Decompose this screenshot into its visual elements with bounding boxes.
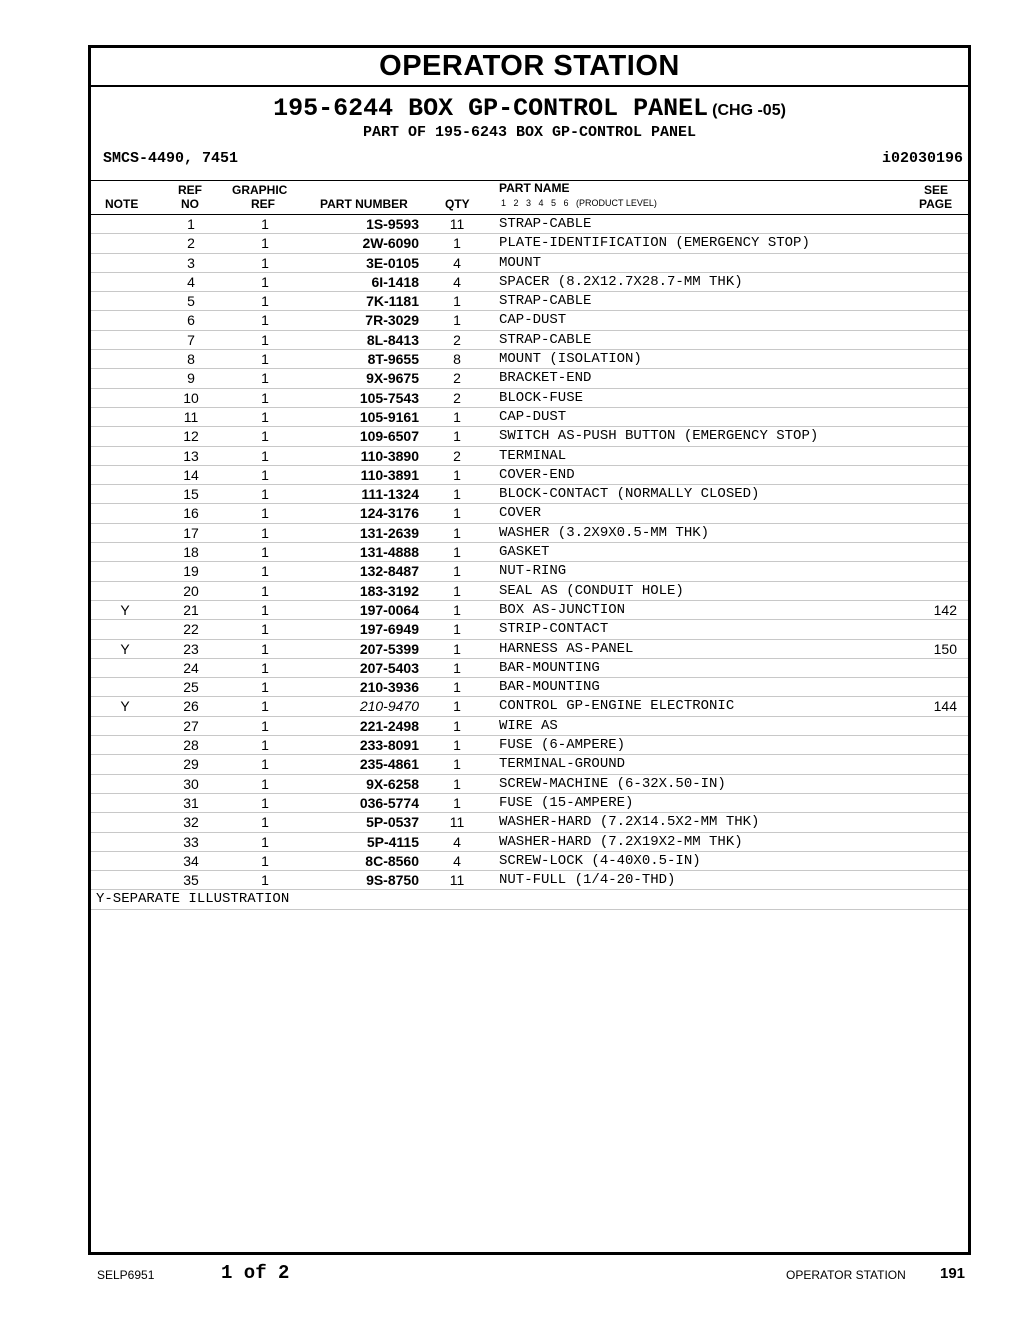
ref-no-cell: 19 xyxy=(183,563,199,580)
graphic-ref-cell: 1 xyxy=(261,544,269,561)
part-number-cell: 105-7543 xyxy=(359,389,419,406)
graphic-ref-cell: 1 xyxy=(261,524,269,541)
ref-no-cell: 1 xyxy=(187,216,195,232)
part-name-cell: STRIP-CONTACT xyxy=(499,621,609,638)
table-row xyxy=(91,601,968,620)
part-number-cell: 036-5774 xyxy=(359,794,419,811)
page-footer xyxy=(0,1262,1020,1292)
see-page-cell: 144 xyxy=(933,698,957,715)
table-row xyxy=(91,620,968,639)
ref-no-cell: 13 xyxy=(183,447,199,464)
graphic-ref-cell: 1 xyxy=(261,216,269,232)
table-row xyxy=(91,292,968,311)
qty-cell: 1 xyxy=(453,775,461,792)
illustration-id: i02030196 xyxy=(881,150,963,167)
qty-cell: 4 xyxy=(453,852,461,869)
part-number-cell: 207-5403 xyxy=(359,659,419,676)
graphic-ref-cell: 1 xyxy=(261,640,269,657)
qty-cell: 11 xyxy=(449,872,465,889)
part-number-cell: 7R-3029 xyxy=(365,312,419,329)
group-title-line xyxy=(91,94,968,123)
part-number-cell: 131-4888 xyxy=(359,544,419,561)
ref-no-cell: 12 xyxy=(183,428,199,445)
qty-cell: 1 xyxy=(453,544,461,561)
graphic-ref-cell: 1 xyxy=(261,370,269,387)
ref-no-cell: 4 xyxy=(187,273,195,290)
table-row xyxy=(91,215,968,234)
part-name-cell: SPACER (8.2X12.7X28.7-MM THK) xyxy=(499,273,743,290)
part-number-cell: 8L-8413 xyxy=(366,331,419,348)
part-number-cell: 183-3192 xyxy=(359,582,419,599)
table-row xyxy=(91,852,968,871)
part-of-line: PART OF 195-6243 BOX GP-CONTROL PANEL xyxy=(362,124,697,141)
graphic-ref-cell: 1 xyxy=(261,312,269,329)
table-row xyxy=(91,640,968,659)
group-title: 195-6244 BOX GP-CONTROL PANEL xyxy=(273,94,709,123)
ref-no-cell: 28 xyxy=(183,737,199,754)
qty-cell: 2 xyxy=(453,447,461,464)
ref-no-cell: 8 xyxy=(187,351,195,368)
graphic-ref-cell: 1 xyxy=(261,852,269,869)
ref-no-cell: 33 xyxy=(183,833,199,850)
qty-cell: 1 xyxy=(453,640,461,657)
part-number-cell: 197-6949 xyxy=(359,621,419,638)
table-row xyxy=(91,562,968,581)
graphic-ref-cell: 1 xyxy=(261,254,269,271)
part-name-cell: STRAP-CABLE xyxy=(499,331,592,348)
part-name-cell: CONTROL GP-ENGINE ELECTRONIC xyxy=(499,698,735,715)
parts-list xyxy=(91,215,968,890)
part-number-cell: 9X-9675 xyxy=(366,370,419,387)
qty-cell: 1 xyxy=(453,679,461,696)
part-number-cell: 207-5399 xyxy=(359,640,419,657)
part-number-cell: 210-9470 xyxy=(359,698,419,715)
note-cell: Y xyxy=(120,640,130,657)
table-row xyxy=(91,389,968,408)
ref-no-cell: 26 xyxy=(183,698,199,715)
part-name-cell: COVER xyxy=(499,505,542,522)
part-name-cell: MOUNT xyxy=(499,254,542,271)
table-row xyxy=(91,678,968,697)
graphic-ref-cell: 1 xyxy=(261,659,269,676)
part-name-cell: PLATE-IDENTIFICATION (EMERGENCY STOP) xyxy=(499,235,810,252)
graphic-ref-cell: 1 xyxy=(261,273,269,290)
table-row xyxy=(91,871,968,890)
ref-no-cell: 3 xyxy=(187,254,195,271)
part-number-cell: 105-9161 xyxy=(359,408,419,425)
table-row xyxy=(91,350,968,369)
part-name-cell: SCREW-MACHINE (6-32X.50-IN) xyxy=(499,775,726,792)
page-frame xyxy=(88,45,971,1255)
ref-no-cell: 35 xyxy=(183,872,199,889)
graphic-ref-cell: 1 xyxy=(261,408,269,425)
part-name-cell: WASHER (3.2X9X0.5-MM THK) xyxy=(499,524,710,541)
graphic-ref-cell: 1 xyxy=(261,389,269,406)
footer-section: OPERATOR STATION xyxy=(786,1268,906,1282)
ref-no-cell: 2 xyxy=(187,235,195,252)
part-number-cell: 8C-8560 xyxy=(365,852,419,869)
ref-no-cell: 20 xyxy=(183,582,199,599)
ref-no-cell: 21 xyxy=(183,601,199,618)
smcs-code: SMCS-4490, 7451 xyxy=(103,150,239,167)
table-row xyxy=(91,254,968,273)
graphic-ref-cell: 1 xyxy=(261,235,269,252)
col-see-bottom: PAGE xyxy=(919,197,953,211)
qty-cell: 1 xyxy=(453,582,461,599)
ref-no-cell: 11 xyxy=(183,408,199,425)
table-row xyxy=(91,697,968,716)
part-number-cell: 110-3891 xyxy=(360,466,419,483)
ref-no-cell: 27 xyxy=(183,717,199,734)
col-see-top: SEE xyxy=(924,183,949,197)
graphic-ref-cell: 1 xyxy=(261,582,269,599)
table-row xyxy=(91,447,968,466)
table-row xyxy=(91,736,968,755)
part-name-cell: COVER-END xyxy=(499,466,575,483)
col-note: NOTE xyxy=(105,197,139,211)
col-graphic-bottom: REF xyxy=(251,197,275,211)
part-number-cell: 109-6507 xyxy=(359,428,419,445)
graphic-ref-cell: 1 xyxy=(261,775,269,792)
part-name-cell: CAP-DUST xyxy=(499,312,567,329)
col-graphic-top: GRAPHIC xyxy=(232,183,288,197)
ref-no-cell: 31 xyxy=(183,794,199,811)
graphic-ref-cell: 1 xyxy=(261,814,269,831)
qty-cell: 1 xyxy=(453,524,461,541)
footnote: Y-SEPARATE ILLUSTRATION xyxy=(91,890,968,909)
qty-cell: 1 xyxy=(453,408,461,425)
qty-cell: 1 xyxy=(453,601,461,618)
part-name-cell: SCREW-LOCK (4-40X0.5-IN) xyxy=(499,852,701,869)
table-row xyxy=(91,311,968,330)
col-product-level: 1 2 3 4 5 6 (PRODUCT LEVEL) xyxy=(501,198,657,208)
graphic-ref-cell: 1 xyxy=(261,351,269,368)
part-name-cell: FUSE (15-AMPERE) xyxy=(499,794,634,811)
ref-no-cell: 18 xyxy=(183,544,199,561)
part-number-cell: 2W-6090 xyxy=(362,235,419,252)
qty-cell: 1 xyxy=(453,717,461,734)
qty-cell: 1 xyxy=(453,737,461,754)
table-row xyxy=(91,775,968,794)
part-number-cell: 233-8091 xyxy=(359,737,419,754)
table-row xyxy=(91,408,968,427)
section-title: OPERATOR STATION xyxy=(91,48,968,87)
part-name-cell: WIRE AS xyxy=(499,717,558,734)
qty-cell: 11 xyxy=(449,814,465,831)
part-number-cell: 124-3176 xyxy=(359,505,419,522)
part-name-cell: BOX AS-JUNCTION xyxy=(499,601,626,618)
qty-cell: 1 xyxy=(453,466,461,483)
part-number-cell: 9X-6258 xyxy=(366,775,419,792)
ref-no-cell: 34 xyxy=(183,852,199,869)
graphic-ref-cell: 1 xyxy=(261,737,269,754)
footer-page-number: 191 xyxy=(940,1265,966,1282)
table-row xyxy=(91,485,968,504)
part-name-cell: SWITCH AS-PUSH BUTTON (EMERGENCY STOP) xyxy=(499,428,819,445)
qty-cell: 1 xyxy=(453,312,461,329)
part-number-cell: 110-3890 xyxy=(360,447,419,464)
graphic-ref-cell: 1 xyxy=(261,621,269,638)
part-name-cell: TERMINAL-GROUND xyxy=(499,756,626,773)
graphic-ref-cell: 1 xyxy=(261,505,269,522)
part-number-cell: 197-0064 xyxy=(359,601,419,618)
table-row xyxy=(91,794,968,813)
part-number-cell: 210-3936 xyxy=(359,679,419,696)
qty-cell: 1 xyxy=(453,486,461,503)
table-row xyxy=(91,427,968,446)
ref-no-cell: 25 xyxy=(183,679,199,696)
graphic-ref-cell: 1 xyxy=(261,466,269,483)
table-row xyxy=(91,813,968,832)
graphic-ref-cell: 1 xyxy=(261,756,269,773)
col-ref-top: REF xyxy=(178,183,202,197)
part-number-cell: 221-2498 xyxy=(359,717,419,734)
ref-no-cell: 10 xyxy=(183,389,199,406)
part-name-cell: SEAL AS (CONDUIT HOLE) xyxy=(499,582,684,599)
table-row xyxy=(91,504,968,523)
graphic-ref-cell: 1 xyxy=(261,872,269,889)
footer-doc-id: SELP6951 xyxy=(97,1268,155,1282)
table-row xyxy=(91,234,968,253)
see-page-cell: 142 xyxy=(933,601,957,618)
part-name-cell: NUT-RING xyxy=(499,563,567,580)
qty-cell: 8 xyxy=(453,351,461,368)
table-row xyxy=(91,369,968,388)
ref-no-cell: 23 xyxy=(183,640,199,657)
qty-cell: 1 xyxy=(453,563,461,580)
ref-no-cell: 22 xyxy=(183,621,199,638)
ref-no-cell: 9 xyxy=(187,370,195,387)
qty-cell: 1 xyxy=(453,505,461,522)
part-number-cell: 3E-0105 xyxy=(366,254,419,271)
footer-page-of: 1 of 2 xyxy=(221,1262,290,1284)
part-number-cell: 131-2639 xyxy=(359,524,419,541)
ref-no-cell: 24 xyxy=(183,659,199,676)
part-name-cell: HARNESS AS-PANEL xyxy=(499,640,634,657)
graphic-ref-cell: 1 xyxy=(261,563,269,580)
ref-no-cell: 14 xyxy=(183,466,199,483)
part-name-cell: STRAP-CABLE xyxy=(499,293,592,310)
qty-cell: 1 xyxy=(453,621,461,638)
qty-cell: 1 xyxy=(453,698,461,715)
ref-no-cell: 16 xyxy=(183,505,199,522)
qty-cell: 1 xyxy=(453,235,461,252)
part-number-cell: 5P-0537 xyxy=(366,814,419,831)
qty-cell: 2 xyxy=(453,331,461,348)
part-name-cell: NUT-FULL (1/4-20-THD) xyxy=(499,872,676,889)
part-number-cell: 235-4861 xyxy=(359,756,419,773)
graphic-ref-cell: 1 xyxy=(261,486,269,503)
qty-cell: 1 xyxy=(453,756,461,773)
ref-no-cell: 29 xyxy=(183,756,199,773)
part-name-cell: GASKET xyxy=(499,544,550,561)
col-qty: QTY xyxy=(445,197,470,211)
graphic-ref-cell: 1 xyxy=(261,447,269,464)
table-row xyxy=(91,755,968,774)
column-header xyxy=(91,181,968,215)
part-number-cell: 1S-9593 xyxy=(366,216,419,232)
part-name-cell: CAP-DUST xyxy=(499,408,567,425)
table-row xyxy=(91,659,968,678)
part-name-cell: BRACKET-END xyxy=(499,370,592,387)
part-name-cell: MOUNT (ISOLATION) xyxy=(499,351,642,368)
part-number-cell: 5P-4115 xyxy=(366,833,419,850)
part-name-cell: BLOCK-CONTACT (NORMALLY CLOSED) xyxy=(499,486,760,503)
group-header xyxy=(91,87,968,181)
ref-no-cell: 32 xyxy=(183,814,199,831)
ref-no-cell: 30 xyxy=(183,775,199,792)
qty-cell: 1 xyxy=(453,659,461,676)
part-name-cell: BAR-MOUNTING xyxy=(499,659,600,676)
part-name-cell: WASHER-HARD (7.2X14.5X2-MM THK) xyxy=(499,814,760,831)
part-number-cell: 6I-1418 xyxy=(371,273,419,290)
graphic-ref-cell: 1 xyxy=(261,679,269,696)
see-page-cell: 150 xyxy=(933,640,957,657)
graphic-ref-cell: 1 xyxy=(261,293,269,310)
table-row xyxy=(91,273,968,292)
ref-no-cell: 6 xyxy=(187,312,195,329)
part-name-cell: WASHER-HARD (7.2X19X2-MM THK) xyxy=(499,833,743,850)
graphic-ref-cell: 1 xyxy=(261,331,269,348)
col-ref-bottom: NO xyxy=(181,197,199,211)
col-part-name: PART NAME xyxy=(499,181,570,195)
note-cell: Y xyxy=(120,601,130,618)
part-number-cell: 8T-9655 xyxy=(367,351,419,368)
table-row xyxy=(91,717,968,736)
qty-cell: 2 xyxy=(453,370,461,387)
graphic-ref-cell: 1 xyxy=(261,833,269,850)
qty-cell: 11 xyxy=(449,216,465,232)
qty-cell: 2 xyxy=(453,389,461,406)
qty-cell: 4 xyxy=(453,254,461,271)
change-level: (CHG -05) xyxy=(712,102,786,119)
col-part-number: PART NUMBER xyxy=(320,197,408,211)
part-name-cell: FUSE (6-AMPERE) xyxy=(499,737,626,754)
graphic-ref-cell: 1 xyxy=(261,601,269,618)
note-cell: Y xyxy=(120,698,130,715)
table-row xyxy=(91,331,968,350)
part-name-cell: STRAP-CABLE xyxy=(499,216,592,232)
table-row xyxy=(91,833,968,852)
table-row xyxy=(91,524,968,543)
part-name-cell: BAR-MOUNTING xyxy=(499,679,600,696)
part-name-cell: BLOCK-FUSE xyxy=(499,389,584,406)
qty-cell: 1 xyxy=(453,794,461,811)
graphic-ref-cell: 1 xyxy=(261,428,269,445)
qty-cell: 4 xyxy=(453,833,461,850)
qty-cell: 4 xyxy=(453,273,461,290)
ref-no-cell: 15 xyxy=(183,486,199,503)
part-number-cell: 9S-8750 xyxy=(366,872,419,889)
part-name-cell: TERMINAL xyxy=(499,447,567,464)
part-number-cell: 132-8487 xyxy=(359,563,419,580)
ref-no-cell: 7 xyxy=(187,331,195,348)
qty-cell: 1 xyxy=(453,293,461,310)
graphic-ref-cell: 1 xyxy=(261,698,269,715)
part-number-cell: 7K-1181 xyxy=(366,293,419,310)
ref-no-cell: 5 xyxy=(187,293,195,310)
table-row xyxy=(91,466,968,485)
graphic-ref-cell: 1 xyxy=(261,717,269,734)
ref-no-cell: 17 xyxy=(183,524,199,541)
table-row xyxy=(91,582,968,601)
part-number-cell: 111-1324 xyxy=(361,486,419,503)
graphic-ref-cell: 1 xyxy=(261,794,269,811)
table-row xyxy=(91,543,968,562)
qty-cell: 1 xyxy=(453,428,461,445)
